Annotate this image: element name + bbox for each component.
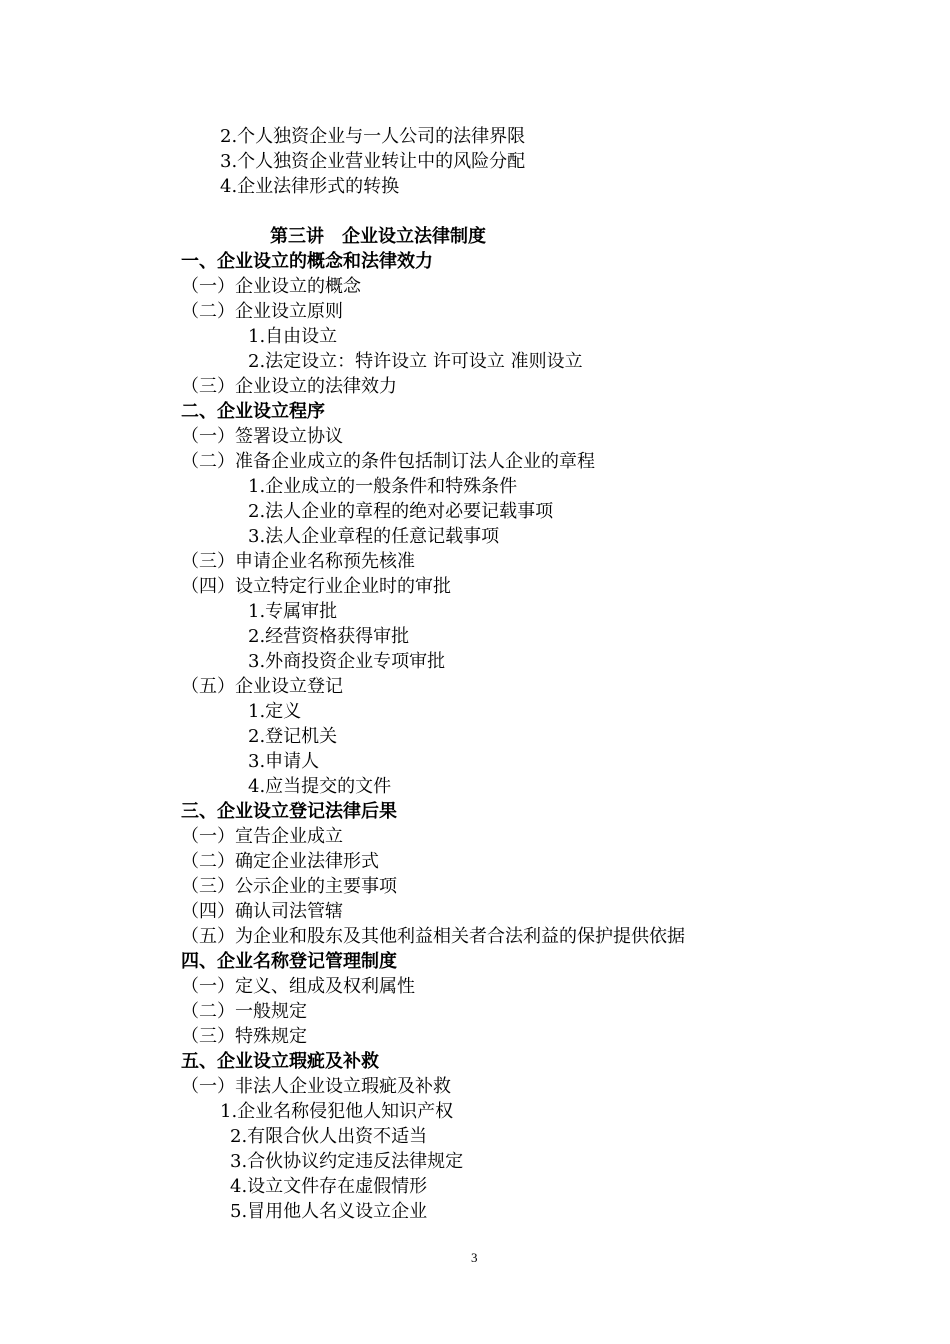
section-heading: 三、企业设立登记法律后果 [181, 801, 397, 822]
subsection-item: （二）企业设立原则 [181, 301, 343, 322]
subsection-item: （三）企业设立的法律效力 [181, 376, 397, 397]
subsection-item: （二）准备企业成立的条件包括制订法人企业的章程 [181, 451, 595, 472]
list-item: 1.企业成立的一般条件和特殊条件 [248, 476, 518, 497]
subsection-item: （五）企业设立登记 [181, 676, 343, 697]
subsection-item: （三）公示企业的主要事项 [181, 876, 397, 897]
list-item: 3.外商投资企业专项审批 [248, 651, 446, 672]
page-number: 3 [471, 1250, 478, 1265]
list-item: 2.登记机关 [248, 726, 338, 747]
subsection-item: （一）签署设立协议 [181, 426, 343, 447]
list-item: 4.企业法律形式的转换 [220, 176, 400, 197]
list-item: 2.有限合伙人出资不适当 [230, 1126, 428, 1147]
subsection-item: （三）特殊规定 [181, 1026, 307, 1047]
list-item: 3.法人企业章程的任意记载事项 [248, 526, 500, 547]
list-item: 3.合伙协议约定违反法律规定 [230, 1151, 464, 1172]
list-item: 3.申请人 [248, 751, 320, 772]
subsection-item: （三）申请企业名称预先核准 [181, 551, 415, 572]
subsection-item: （二）一般规定 [181, 1001, 307, 1022]
list-item: 4.应当提交的文件 [248, 776, 392, 797]
lecture-title: 第三讲 企业设立法律制度 [270, 226, 486, 247]
list-item: 1.自由设立 [248, 326, 338, 347]
subsection-item: （四）确认司法管辖 [181, 901, 343, 922]
section-heading: 一、企业设立的概念和法律效力 [181, 251, 433, 272]
subsection-item: （二）确定企业法律形式 [181, 851, 379, 872]
list-item: 2.个人独资企业与一人公司的法律界限 [220, 126, 526, 147]
list-item: 4.设立文件存在虚假情形 [230, 1176, 428, 1197]
subsection-item: （五）为企业和股东及其他利益相关者合法利益的保护提供依据 [181, 926, 685, 947]
list-item: 2.法人企业的章程的绝对必要记载事项 [248, 501, 554, 522]
list-item: 1.定义 [248, 701, 302, 722]
list-item: 5.冒用他人名义设立企业 [230, 1201, 428, 1222]
section-heading: 二、企业设立程序 [181, 401, 325, 422]
subsection-item: （一）定义、组成及权利属性 [181, 976, 415, 997]
subsection-item: （一）非法人企业设立瑕疵及补救 [181, 1076, 451, 1097]
list-item: 3.个人独资企业营业转让中的风险分配 [220, 151, 526, 172]
list-item: 1.企业名称侵犯他人知识产权 [220, 1101, 454, 1122]
subsection-item: （四）设立特定行业企业时的审批 [181, 576, 451, 597]
subsection-item: （一）企业设立的概念 [181, 276, 361, 297]
list-item: 1.专属审批 [248, 601, 338, 622]
section-heading: 四、企业名称登记管理制度 [181, 951, 397, 972]
list-item: 2.经营资格获得审批 [248, 626, 410, 647]
section-heading: 五、企业设立瑕疵及补救 [181, 1051, 379, 1072]
subsection-item: （一）宣告企业成立 [181, 826, 343, 847]
list-item: 2.法定设立：特许设立 许可设立 准则设立 [248, 351, 583, 372]
